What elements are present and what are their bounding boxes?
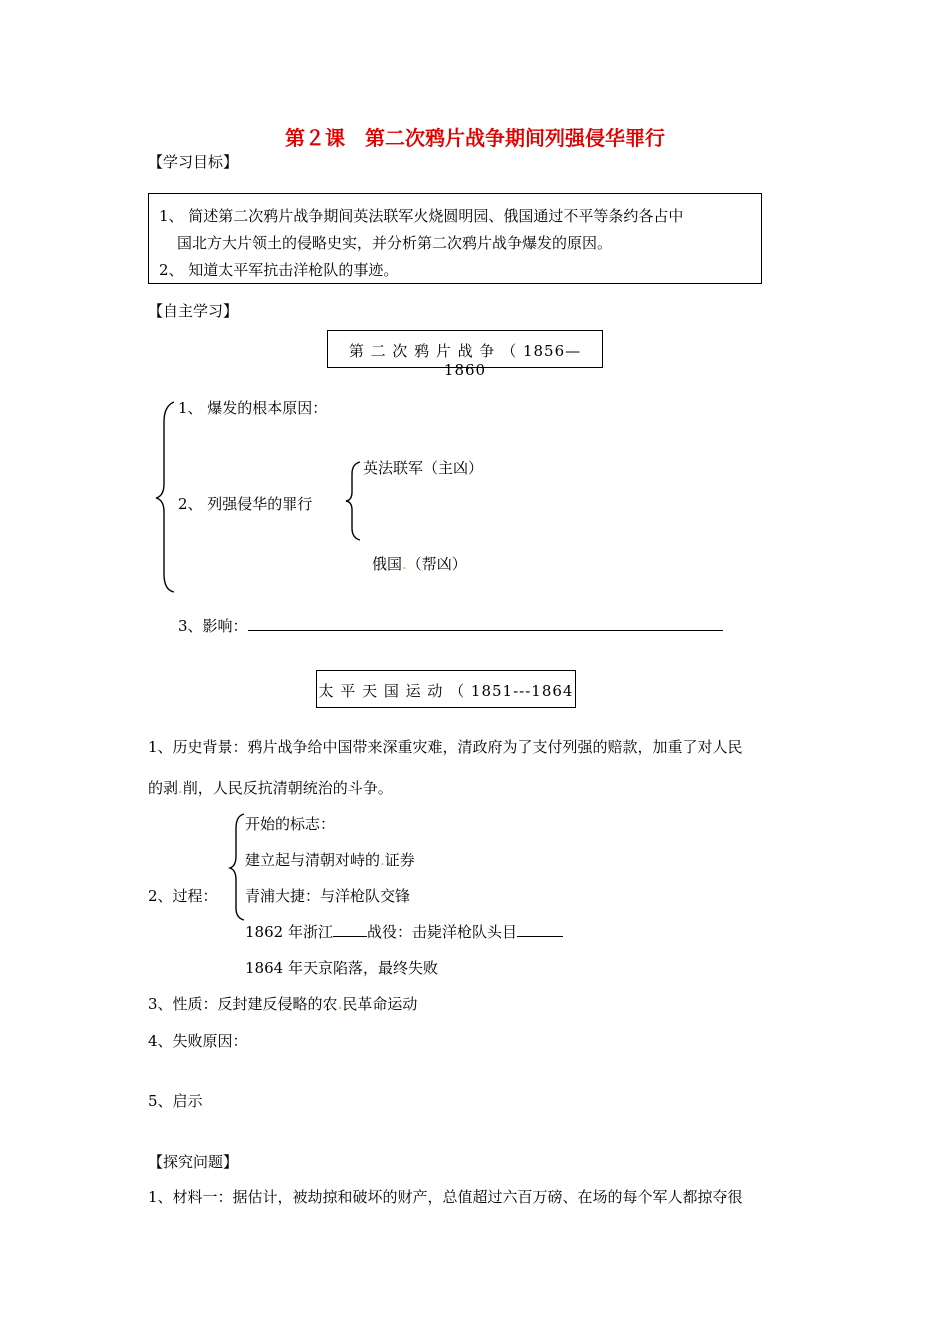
- explore-heading: 【探究问题】: [148, 1153, 239, 1171]
- opium-war-britain-france: 英法联军（主凶）: [363, 459, 484, 477]
- opium-war-section-title: 第 二 次 鸦 片 战 争 （ 1856—1860: [348, 342, 582, 379]
- opium-war-q3: 3、影响：: [178, 615, 723, 636]
- taiping-section-box: [316, 670, 576, 708]
- taiping-process-label: 2、过程：: [148, 887, 218, 905]
- objectives-heading: 【学习目标】: [148, 153, 239, 171]
- taiping-process-regime: 建立起与清朝对峙的.证券: [245, 851, 415, 869]
- taiping-process-start: 开始的标志：: [245, 815, 336, 833]
- taiping-background-line2: 的剥.削，人民反抗清朝统治的斗争。: [148, 779, 393, 797]
- opium-war-q1: 1、 爆发的根本原因：: [178, 399, 328, 417]
- objective-item-1-cont: 国北方大片领土的侵略史实，并分析第二次鸦片战争爆发的原因。: [177, 234, 613, 252]
- explore-material-1: 1、材料一：据估计，被劫掠和破坏的财产，总值超过六百万磅、在场的每个军人都掠夺很: [148, 1188, 743, 1206]
- opium-war-q2: 2、 列强侵华的罪行: [178, 495, 313, 513]
- taiping-failure-reason: 4、失败原因：: [148, 1032, 248, 1050]
- taiping-process-1864: 1864 年天京陷落，最终失败: [245, 959, 438, 977]
- opium-war-russia: 俄国.（帮凶）: [372, 555, 467, 573]
- objectives-box: [148, 193, 762, 284]
- objective-item-1: 1、 简述第二次鸦片战争期间英法联军火烧圆明园、俄国通过不平等条约各占中: [159, 207, 684, 225]
- objective-item-2: 2、 知道太平军抗击洋枪队的事迹。: [159, 261, 399, 279]
- taiping-lesson: 5、启示: [148, 1092, 203, 1110]
- page-title: 第２课 第二次鸦片战争期间列强侵华罪行: [285, 126, 665, 150]
- taiping-process-qingpu: 青浦大捷：与洋枪队交锋: [245, 887, 411, 905]
- opium-war-section-box: [327, 330, 603, 379]
- taiping-background-line1: 1、历史背景：鸦片战争给中国带来深重灾难，清政府为了支付列强的赔款，加重了对人民: [148, 738, 743, 756]
- taiping-nature: 3、性质：反封建反侵略的农.民革命运动: [148, 995, 418, 1013]
- taiping-section-title: 太 平 天 国 运 动 （ 1851---1864: [318, 682, 574, 700]
- taiping-process-1862: 1862 年浙江 战役：击毙洋枪队头目: [245, 921, 563, 942]
- self-study-heading: 【自主学习】: [148, 302, 239, 320]
- outer-brace-icon: [150, 400, 180, 595]
